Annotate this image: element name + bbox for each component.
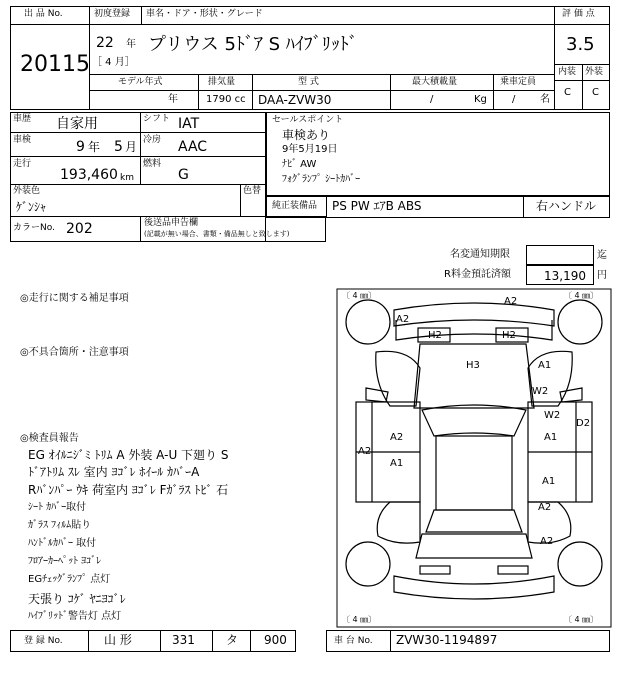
inspection-month-unit: 月 <box>125 140 138 154</box>
registration-label: 登 録 No. <box>24 636 63 646</box>
capacity-label: 乗車定員 <box>500 77 537 87</box>
damage-mark: A1 <box>390 458 404 469</box>
inspector-report-label: ◎検査員報告 <box>20 433 79 444</box>
sales-point-line: ﾅﾋﾞ AW <box>282 159 317 170</box>
windshield <box>422 405 526 436</box>
color-change-label: 色替 <box>243 186 262 196</box>
name-change-unit: 迄 <box>597 250 607 261</box>
mileage-value: 193,460 <box>60 167 118 183</box>
inspection-month: 5 <box>114 139 123 155</box>
registration-year-unit: 年 <box>126 39 136 50</box>
max-load-unit: Kg <box>474 94 487 105</box>
exterior-score: C <box>592 87 599 98</box>
recycle-unit: 円 <box>597 270 607 281</box>
damage-mark: H2 <box>428 330 442 341</box>
color-no-value: 202 <box>66 221 93 237</box>
damage-mark: A2 <box>390 432 404 443</box>
wheel-front-left <box>346 300 390 344</box>
damage-mark: A2 <box>540 536 554 547</box>
exterior-label: 外装 <box>585 67 604 77</box>
inspector-line: ｼｰﾄ ｶﾊﾞｰ取付 <box>28 502 87 513</box>
ac-value: AAC <box>178 139 208 155</box>
registration-kana: タ <box>226 633 239 647</box>
exterior-color-label: 外装色 <box>13 186 41 196</box>
documents-note: (記載が無い場合、書類・備品無しと致します) <box>144 230 290 238</box>
damage-mark: A2 <box>396 314 410 325</box>
interior-score: C <box>564 87 571 98</box>
wheel-front-right <box>558 300 602 344</box>
inspector-line: Rﾊﾞﾝﾊﾟｰ ｳｷ 荷室内 ﾖｺﾞﾚ Fｶﾞﾗｽ ﾄﾋﾞ 石 <box>28 483 229 497</box>
damage-mark: H3 <box>466 360 480 371</box>
recycle-amount: 13,190 <box>544 269 586 283</box>
first-registration-label: 初度登録 <box>94 9 131 19</box>
equipment-label: 純正装備品 <box>272 201 318 211</box>
front-fender-left <box>376 351 420 406</box>
rear-lamp-right <box>498 566 528 574</box>
name-change-box <box>526 245 594 265</box>
model-year-label: モデル年式 <box>118 77 163 87</box>
model-year-unit: 年 <box>168 94 178 105</box>
score-value: 3.5 <box>566 34 595 55</box>
sales-point-line: 車検あり <box>282 128 331 142</box>
damage-mark: A1 <box>538 360 552 371</box>
wheel-rear-right <box>558 542 602 586</box>
shift-label: シフト <box>143 114 171 124</box>
wheel-rear-left <box>346 542 390 586</box>
inspector-line: ｶﾞﾗｽ ﾌｨﾙﾑ貼り <box>28 520 92 531</box>
lot-no-label: 出 品 No. <box>24 9 63 19</box>
diagram-corner-label: 〔 4 ㎜〕 <box>342 615 377 624</box>
rear-fender-left <box>377 502 420 543</box>
fuel-value: G <box>178 167 189 183</box>
diagram-corner-label: 〔 4 ㎜〕 <box>564 291 599 300</box>
registration-era-year: 22 <box>96 35 114 51</box>
type-label: 型 式 <box>298 77 319 87</box>
damage-mark: A2 <box>504 296 518 307</box>
inspection-label: 車検 <box>13 135 32 145</box>
name-change-label: 名変通知期限 <box>450 249 510 260</box>
driving-notes-label: ◎走行に関する補足事項 <box>20 293 129 304</box>
registration-class: 331 <box>172 633 195 647</box>
damage-mark: D2 <box>576 418 591 429</box>
recycle-label: R料金預託済額 <box>444 269 511 280</box>
shift-value: IAT <box>178 116 200 132</box>
registration-number: 900 <box>264 633 287 647</box>
model-code: DAA-ZVW30 <box>258 93 332 107</box>
inspector-line: ﾌﾛｱｰｶｰﾍﾟｯﾄ ﾖｺﾞﾚ <box>28 556 102 567</box>
mirror-left <box>366 388 388 402</box>
steering-value: 右ハンドル <box>536 199 597 213</box>
inspector-line: 天張り ｺｹﾞ ﾔﾆﾖｺﾞﾚ <box>28 592 126 606</box>
car-name: プリウス 5ﾄﾞｱ S ﾊｲﾌﾞﾘｯﾄﾞ <box>148 34 358 55</box>
defects-label: ◎不具合箇所・注意事項 <box>20 347 129 358</box>
rear-bumper <box>394 576 554 599</box>
interior-label: 内装 <box>558 67 577 77</box>
diagram-frame <box>337 289 611 627</box>
fuel-label: 燃料 <box>143 159 162 169</box>
car-name-label: 車名・ドア・形状・グレード <box>146 9 263 19</box>
lot-number: 20115 <box>20 52 90 77</box>
chassis-label: 車 台 No. <box>334 636 373 646</box>
damage-mark: A2 <box>538 502 552 513</box>
damage-mark: H2 <box>502 330 516 341</box>
inspection-year: 9 <box>76 139 85 155</box>
damage-diagram <box>336 288 612 628</box>
roof <box>436 436 512 510</box>
hood <box>414 344 534 408</box>
inspector-line: EGﾁｪｯｸﾞﾗﾝﾌﾟ 点灯 <box>28 574 111 585</box>
displacement-value: 1790 cc <box>206 94 246 105</box>
capacity-unit: 名 <box>540 94 550 105</box>
max-load-separator: / <box>430 94 434 105</box>
damage-mark: W2 <box>544 410 561 421</box>
damage-mark: W2 <box>532 386 549 397</box>
sales-point-line: 9年5月19日 <box>282 144 338 155</box>
registration-month: ［ 4 月］ <box>92 57 135 68</box>
diagram-corner-label: 〔 4 ㎜〕 <box>342 291 377 300</box>
inspector-line: ﾊﾝﾄﾞﾙｶﾊﾞｰ 取付 <box>28 538 97 549</box>
front-bumper <box>394 303 554 326</box>
diagram-corner-label: 〔 4 ㎜〕 <box>564 615 599 624</box>
sales-point-label: セールスポイント <box>272 115 344 125</box>
color-no-label: カラーNo. <box>13 223 55 233</box>
sales-point-line: ﾌｫｸﾞﾗﾝﾌﾟ ｼｰﾄｶﾊﾞｰ <box>282 174 361 185</box>
damage-mark: A1 <box>542 476 556 487</box>
inspector-line: ﾊｲﾌﾞﾘｯﾄﾞ警告灯 点灯 <box>28 611 122 622</box>
ac-label: 冷房 <box>143 135 162 145</box>
mileage-unit: km <box>120 173 134 183</box>
capacity-separator: / <box>512 94 516 105</box>
history-label: 車歴 <box>13 114 32 124</box>
rear-lamp-left <box>420 566 450 574</box>
inspector-line: EG ｵｲﾙﾆｼﾞﾐ ﾄﾘﾑ A 外装 A-U 下廻り S <box>28 448 229 462</box>
equipment-value: PS PW ｴｱB ABS <box>332 199 422 213</box>
mileage-label: 走行 <box>13 159 32 169</box>
documents-label: 後送品申告欄 <box>144 218 199 228</box>
registration-region: 山 形 <box>104 633 132 647</box>
score-label: 評 価 点 <box>562 9 595 19</box>
inspection-year-unit: 年 <box>88 140 101 154</box>
rear-window <box>426 510 522 532</box>
mirror-right <box>560 388 582 402</box>
chassis-number: ZVW30-1194897 <box>396 633 498 647</box>
displacement-label: 排気量 <box>208 77 236 87</box>
max-load-label: 最大積載量 <box>412 77 458 87</box>
damage-mark: A1 <box>544 432 558 443</box>
inspector-line: ﾄﾞｱﾄﾘﾑ ｽﾚ 室内 ﾖｺﾞﾚ ﾎｲｰﾙ ｶﾊﾞｰA <box>28 465 200 479</box>
history-value: 自家用 <box>56 116 98 132</box>
trunk <box>416 534 532 558</box>
exterior-color-value: ｹﾞﾝｼｬ <box>16 200 47 214</box>
damage-mark: A2 <box>358 446 372 457</box>
